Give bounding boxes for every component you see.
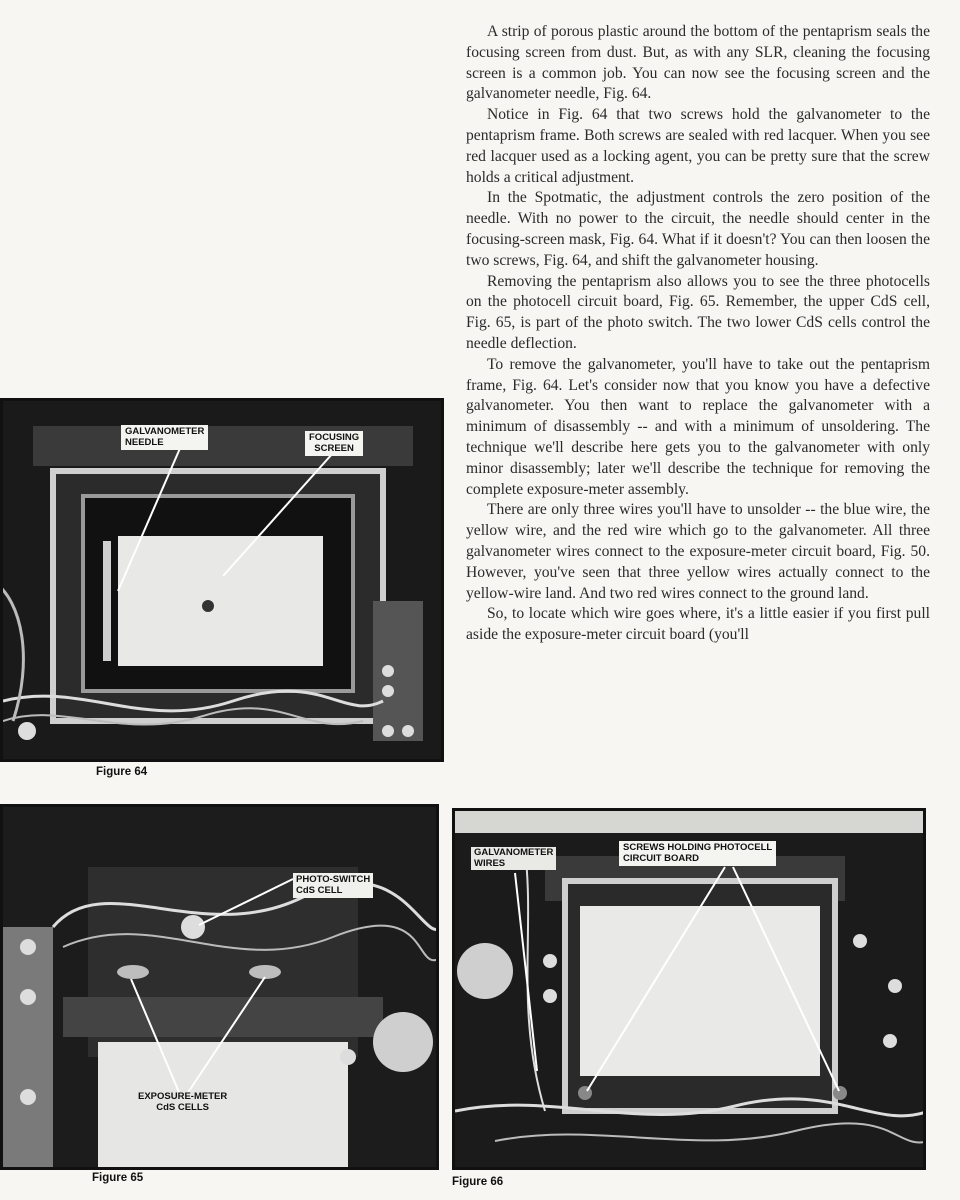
paragraph: So, to locate which wire goes where, it's a little easier if you first pull aside the exposure-meter circuit board (you'll	[466, 605, 930, 644]
figure-64-caption: Figure 64	[96, 766, 148, 778]
figure-64-illustration	[3, 401, 444, 762]
paragraph: To remove the galvanometer, you'll have to take out the pentaprism frame, Fig. 64. Let's consider now that you know you have a defective galvanometer. You then want to replace the galvanometer with a minimum of disassembly -- and with a minimum of unsoldering. The technique we'll describe here gets you to the galvanometer with only minor disassembly; later we'll describe the technique for removing the complete exposure-meter assembly.	[466, 355, 930, 498]
paragraph: A strip of porous plastic around the bottom of the pentaprism seals the focusing screen from dust. But, as with any SLR, cleaning the focusing screen is a common job. You can now see the focusing screen and the galvanometer needle, Fig. 64.	[466, 23, 930, 103]
figure-65-illustration	[3, 807, 439, 1170]
body-text-column	[466, 22, 930, 646]
figure-66-photo	[452, 808, 926, 1170]
figure-65-caption: Figure 65	[92, 1172, 144, 1184]
paragraph: There are only three wires you'll have to unsolder -- the blue wire, the yellow wire, and the red wire which go to the galvanometer. All three galvanometer wires connect to the exposure-meter circuit board, Fig. 50. However, you've seen that three yellow wires actually connect to the yellow-wire land. And two red wires connect to the ground land.	[466, 501, 930, 602]
figure-66-caption: Figure 66	[452, 1176, 504, 1188]
figure-64-photo	[0, 398, 444, 762]
label-galvanometer-wires: GALVANOMETER WIRES	[471, 847, 556, 870]
label-exposure-meter-cells: EXPOSURE-METER CdS CELLS	[138, 1091, 228, 1113]
label-photo-switch: PHOTO-SWITCH CdS CELL	[293, 873, 373, 898]
label-screws-holding: SCREWS HOLDING PHOTOCELL CIRCUIT BOARD	[619, 841, 776, 866]
label-galvanometer-needle: GALVANOMETER NEEDLE	[121, 425, 208, 450]
figure-65-photo	[0, 804, 439, 1170]
paragraph: Notice in Fig. 64 that two screws hold the galvanometer to the pentaprism frame. Both screws are sealed with red lacquer. When you see red lacquer used as a locking agent, you can be pretty sure that the screw holds a critical adjustment.	[466, 106, 930, 186]
label-focusing-screen: FOCUSING SCREEN	[305, 431, 363, 456]
paragraph: In the Spotmatic, the adjustment controls the zero position of the needle. With no power to the circuit, the needle should center in the focusing-screen mask, Fig. 64. What if it doesn't? You can then loosen the two screws, Fig. 64, and shift the galvanometer housing.	[466, 189, 930, 269]
paragraph: Removing the pentaprism also allows you to see the three photocells on the photocell circuit board, Fig. 65. Remember, the upper CdS cell, Fig. 65, is part of the photo switch. The two lower CdS cells control the needle deflection.	[466, 272, 930, 352]
